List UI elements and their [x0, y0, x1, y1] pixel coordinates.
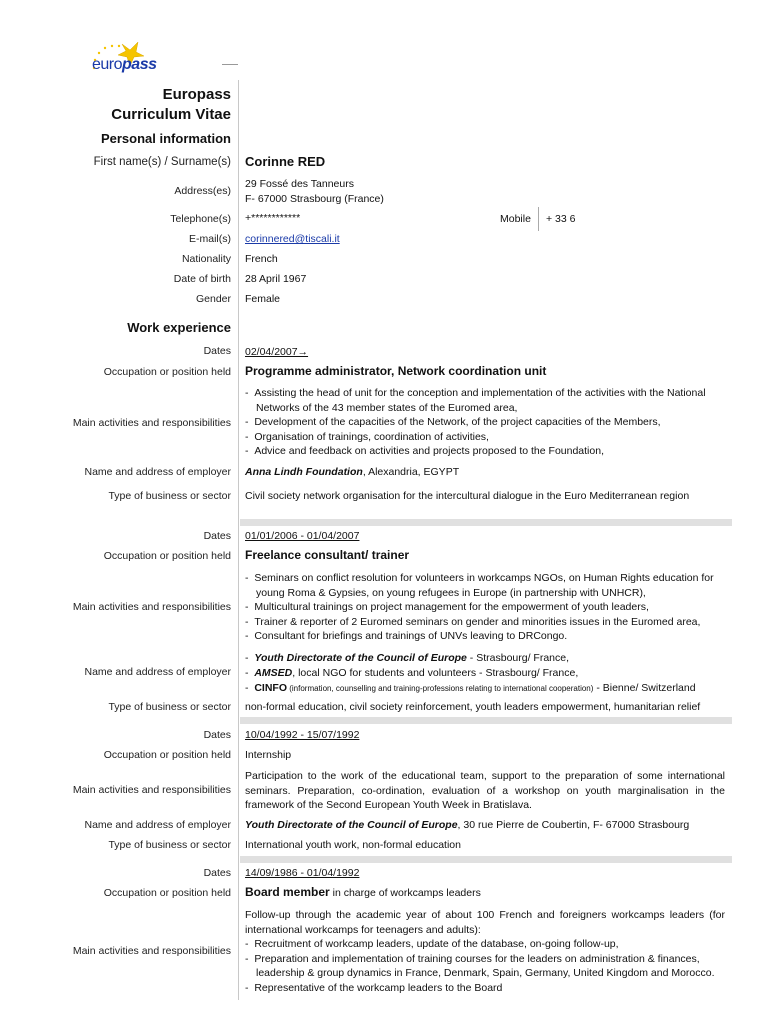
- europass-logo: [86, 38, 196, 82]
- job2-business-label: Type of business or sector: [108, 701, 231, 713]
- work-heading: Work experience: [127, 320, 231, 335]
- job3-activities: Participation to the work of the educational team, support to the preparation of some international seminars. Preparation, co-ordination, evaluation of a workshop on youth marginalisation in the framework of the Second European Youth Week in Bratislava.: [245, 770, 725, 811]
- email-link[interactable]: corinnered@tiscali.it: [245, 233, 340, 245]
- list-item: - Trainer & reporter of 2 Euromed seminars on gender and minorities issues in the Euromed area,: [245, 615, 725, 630]
- job1-activities-label: Main activities and responsibilities: [72, 417, 231, 429]
- job4-dates-label: Dates: [203, 867, 231, 879]
- list-item: - Recruitment of workcamp leaders, update of the database, on-going follow-up,: [245, 937, 725, 952]
- name-label: First name(s) / Surname(s): [93, 156, 231, 168]
- job2-activities: [245, 571, 725, 644]
- list-item: - AMSED, local NGO for students and volunteers - Strasbourg/ France,: [245, 666, 725, 681]
- list-item: - Assisting the head of unit for the conception and implementation of the activities with the National Networks of the 43 member states of the Euromed area,: [245, 386, 725, 415]
- title-line2: Curriculum Vitae: [111, 106, 231, 123]
- job1-business-label: Type of business or sector: [108, 490, 231, 502]
- nationality-label: Nationality: [181, 253, 231, 265]
- job2-employers: [245, 651, 725, 696]
- mobile-value: + 33 6: [546, 213, 576, 225]
- job4-activities-label: Main activities and responsibilities: [72, 945, 231, 957]
- job3-business-label: Type of business or sector: [108, 839, 231, 851]
- list-item: - Preparation and implementation of training courses for the leaders on administration & finances, leadership & group dynamics in France, Denmark, Spain, Germany, United Kingdom and Morocco.: [245, 952, 725, 981]
- job2-dates: 01/01/2006 - 01/04/2007: [245, 530, 360, 542]
- personal-heading: Personal information: [100, 131, 231, 146]
- address-line1: 29 Fossé des Tanneurs: [245, 178, 354, 190]
- telephone-value: +************: [245, 212, 301, 224]
- section-separator: [240, 856, 732, 863]
- job1-activities: [245, 386, 725, 459]
- gender-label: Gender: [195, 293, 231, 305]
- list-item: - Seminars on conflict resolution for volunteers in workcamps NGOs, on Human Rights education for young Roma & Gypsies, on young refugees in Europe (in partnership with UNHCR),: [245, 571, 725, 600]
- job3-dates-label: Dates: [203, 729, 231, 741]
- job3-business: International youth work, non-formal education: [245, 839, 461, 851]
- list-item: - Organisation of trainings, coordination of activities,: [245, 430, 725, 445]
- job3-activities-label: Main activities and responsibilities: [72, 784, 231, 796]
- job4-occupation: Board member in charge of workcamps leaders: [245, 885, 481, 899]
- mobile-separator: [538, 207, 539, 231]
- job1-employer: Anna Lindh Foundation, Alexandria, EGYPT: [245, 466, 460, 478]
- address-line2: F- 67000 Strasbourg (France): [245, 193, 384, 205]
- job2-business: non-formal education, civil society reinforcement, youth leaders empowerment, humanitarian relief: [245, 701, 701, 713]
- logo-rule: [222, 64, 238, 65]
- job3-occupation: Internship: [245, 749, 292, 761]
- email-label: E-mail(s): [189, 233, 231, 245]
- job1-dates: 02/04/2007→: [245, 346, 309, 358]
- list-item: - Advice and feedback on activities and projects proposed to the Foundation,: [245, 444, 725, 459]
- job3-employer-label: Name and address of employer: [84, 819, 231, 831]
- job3-employer: Youth Directorate of the Council of Europe, 30 rue Pierre de Coubertin, F- 67000 Strasbourg: [245, 819, 690, 831]
- section-separator: [240, 717, 732, 724]
- job2-activities-label: Main activities and responsibilities: [72, 601, 231, 613]
- list-item: - Development of the capacities of the Network, of the project capacities of the Members,: [245, 415, 725, 430]
- mobile-label: Mobile: [500, 213, 531, 225]
- job1-occupation: Programme administrator, Network coordination unit: [245, 364, 547, 378]
- full-name: Corinne RED: [245, 154, 326, 169]
- job4-occupation-label: Occupation or position held: [103, 887, 231, 899]
- list-item: - Representative of the workcamp leaders to the Board: [245, 981, 725, 996]
- job2-occupation: Freelance consultant/ trainer: [245, 548, 410, 562]
- list-item: - Consultant for briefings and trainings of UNVs leaving to DRCongo.: [245, 629, 725, 644]
- list-item: - Youth Directorate of the Council of Europe - Strasbourg/ France,: [245, 651, 725, 666]
- job2-dates-label: Dates: [203, 530, 231, 542]
- job3-occupation-label: Occupation or position held: [103, 749, 231, 761]
- job4-activities: [245, 908, 725, 995]
- column-divider: [238, 80, 239, 1000]
- nationality-value: French: [245, 253, 278, 265]
- list-item: - Multicultural trainings on project management for the empowerment of youth leaders,: [245, 600, 725, 615]
- title-line1: Europass: [162, 86, 231, 103]
- job1-business: Civil society network organisation for the intercultural dialogue in the Euro Mediterranean region: [245, 490, 690, 502]
- list-item: - CINFO (information, counselling and training-professions relating to international cooperation) - Bienne/ Switzerland: [245, 681, 725, 696]
- address-label: Address(es): [174, 185, 231, 197]
- gender-value: Female: [245, 293, 281, 305]
- job3-dates: 10/04/1992 - 15/07/1992: [245, 729, 360, 741]
- job1-occupation-label: Occupation or position held: [103, 366, 231, 378]
- dob-value: 28 April 1967: [245, 273, 307, 285]
- job4-dates: 14/09/1986 - 01/04/1992: [245, 867, 360, 879]
- job2-occupation-label: Occupation or position held: [103, 550, 231, 562]
- dob-label: Date of birth: [173, 273, 231, 285]
- job2-employer-label: Name and address of employer: [84, 666, 231, 678]
- section-separator: [240, 519, 732, 526]
- telephone-label: Telephone(s): [170, 213, 231, 225]
- job4-activities-intro: Follow-up through the academic year of about 100 French and foreigners workcamps leaders (for international workcamps for teenagers and adults):: [245, 909, 725, 936]
- job1-employer-label: Name and address of employer: [84, 466, 231, 478]
- europass-wordmark: europass: [92, 56, 157, 73]
- job1-dates-label: Dates: [203, 345, 231, 357]
